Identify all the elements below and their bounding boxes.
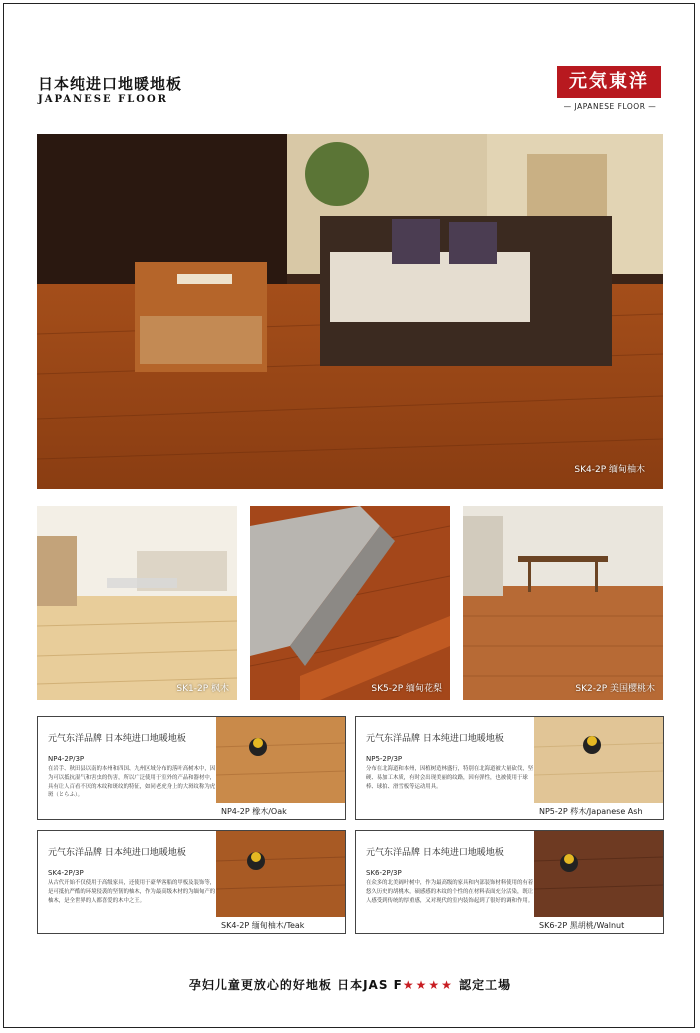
card-description: 在众多的北美阔叶树中，作为最高级的家具和内部装饰材料使用的有着悠久历史的胡桃木，硕感感的木纹的个性的在材料表面充分活染，既让人感受到传统的厚重感，又对现代的室内装饰起到了很好的调和作用。 (366, 880, 534, 904)
sk2-caption: SK2-2P 美国樱桃木 (575, 684, 655, 694)
main-photo-caption: SK4-2P 缅甸柚木 (574, 465, 645, 475)
walnut-swatch (534, 831, 663, 917)
main-room-photo (37, 134, 663, 489)
card-brand: 元气东洋品牌 日本纯进口地暖地板 (366, 848, 504, 858)
card-brand: 元气东洋品牌 日本纯进口地暖地板 (48, 734, 186, 744)
sk1-photo (37, 506, 237, 700)
card-brand: 元气东洋品牌 日本纯进口地暖地板 (366, 734, 504, 744)
swatch-label: NP5-2P 梣木/Japanese Ash (539, 807, 643, 816)
card-code: SK4-2P/3P (48, 869, 84, 877)
swatch-label: NP4-2P 橡木/Oak (221, 807, 287, 816)
logo-wordmark: 元気東洋 (557, 66, 661, 98)
product-card-np4 (37, 716, 346, 820)
sk5-photo (250, 506, 450, 700)
sk2-photo (463, 506, 663, 700)
card-code: NP5-2P/3P (366, 755, 403, 763)
oak-swatch (216, 717, 345, 803)
swatch-label: SK6-2P 黑胡桃/Walnut (539, 921, 625, 930)
sk5-caption: SK5-2P 缅甸花梨 (371, 684, 442, 694)
card-description: 从古代开始不仅使用于高级家具，还使用于豪华客船的甲板及装饰等，是可抵抗严酷的环境侵袭的坚韧的柚木，作为最高级木材的为缅甸产的柚木，是全世界的人都喜爱的木中之王。 (48, 880, 216, 904)
footer-text-2: 認定工場 (453, 978, 512, 992)
footer-slogan (0, 976, 700, 993)
teak-swatch (216, 831, 345, 917)
product-card-sk4 (37, 830, 346, 934)
swatch-label: SK4-2P 缅甸柚木/Teak (221, 921, 305, 930)
page-subtitle: JAPANESE FLOOR (38, 94, 168, 105)
page-title: 日本纯进口地暖地板 (38, 75, 183, 93)
card-description: 分布在北海道和本州，因植树造林盛行，特别在北海道被大量砍伐，坚硬、易加工木质，有时会出现美丽的纹路，因有弹性，也被使用于球棒、球拍、滑雪板等运动用具。 (366, 766, 534, 790)
product-card-np5 (355, 716, 664, 820)
logo-subtitle: — JAPANESE FLOOR — (563, 102, 657, 111)
product-card-sk6 (355, 830, 664, 934)
footer-text-1: 孕妇儿童更放心的好地板 日本JAS F (188, 978, 403, 992)
card-code: SK6-2P/3P (366, 869, 402, 877)
star-rating-icon: ★★★★ (402, 978, 454, 992)
sk1-caption: SK1-2P 枫木 (176, 684, 229, 694)
brand-logo (557, 66, 663, 114)
card-description: 在岩手、秋田县以南的本州和四国、九州区域分布的落叶高树木中，因为可以抵抗湿气和害虫的伤害，所以广泛使用于室外的产品和器材中，具有让人百看不厌的木纹和斑纹的特征，如同老虎身上的大斑纹称为虎斑（とらふ）。 (48, 766, 216, 799)
card-code: NP4-2P/3P (48, 755, 85, 763)
japanese-ash-swatch (534, 717, 663, 803)
card-brand: 元气东洋品牌 日本纯进口地暖地板 (48, 848, 186, 858)
